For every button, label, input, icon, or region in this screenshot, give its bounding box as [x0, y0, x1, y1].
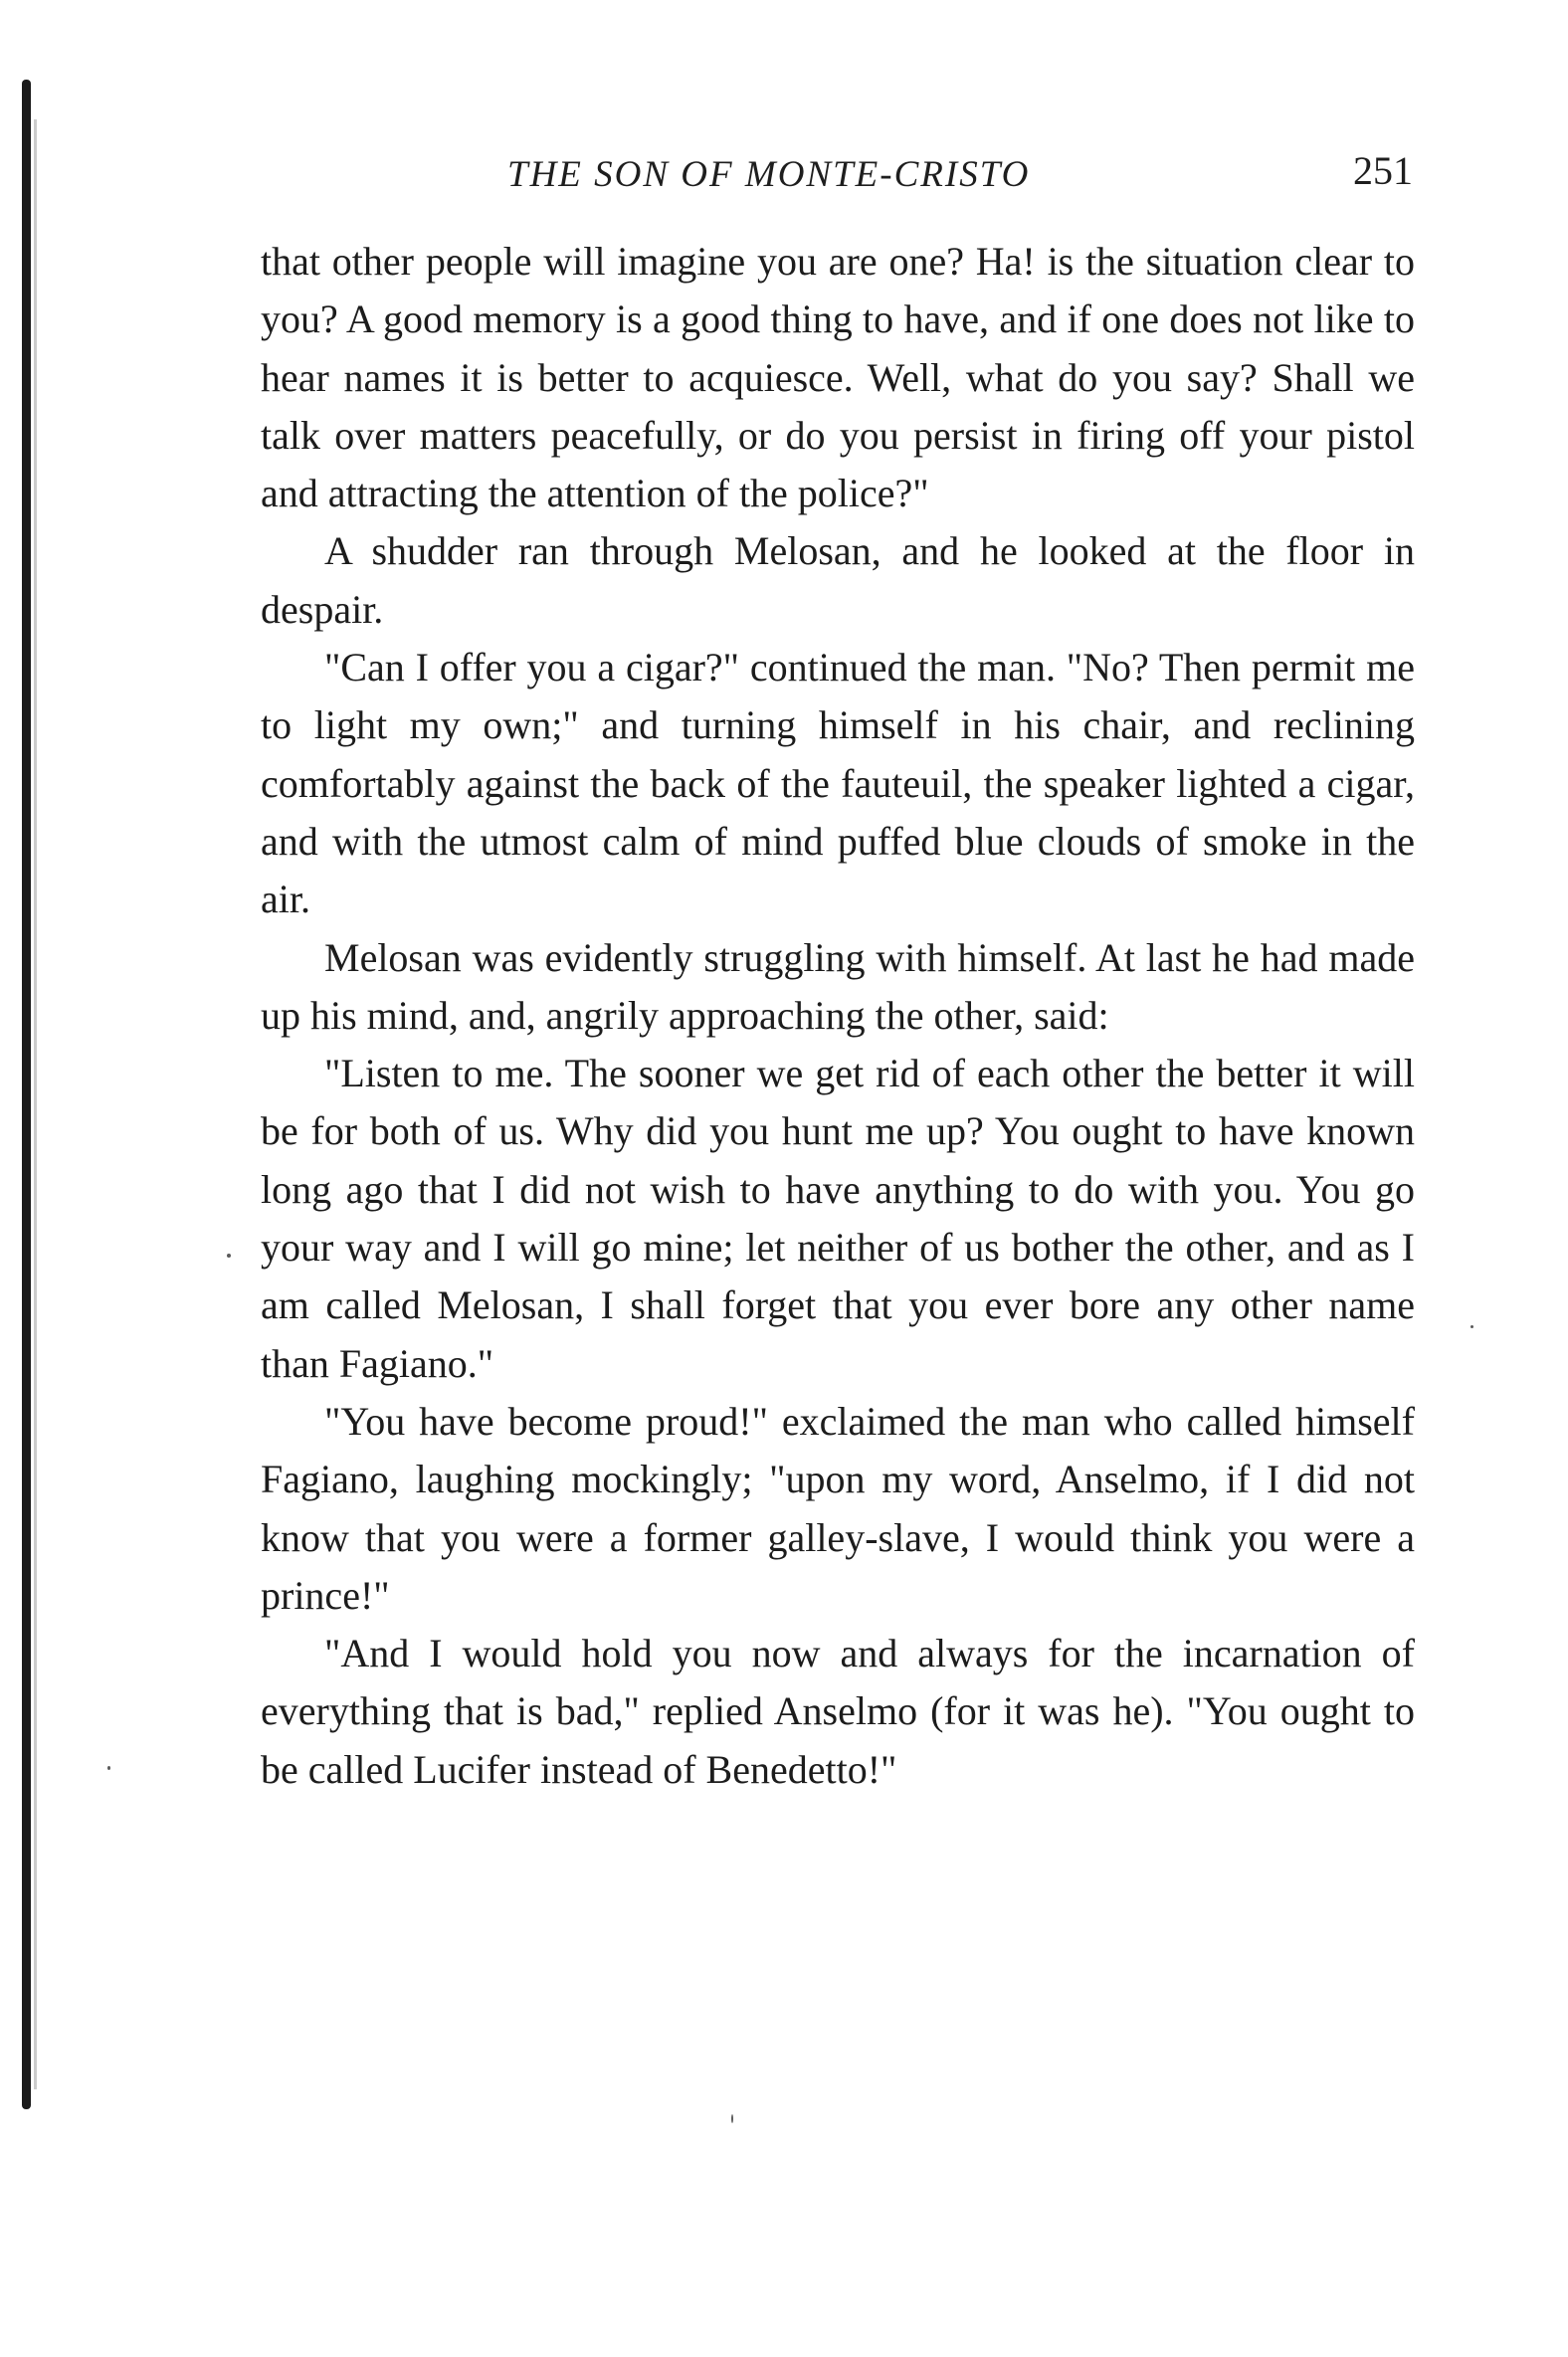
paragraph-5: "Listen to me. The sooner we get rid of each other the better it will be for both of us. Why did you hunt me up? You ought to have known long ago that I did not wish to have anything to do with you. You go your way and I will go mine; let neither of us bother the other, and as I am called Melosan, I shall forget that you ever bore any other name than Fagiano."	[261, 1051, 1415, 1386]
paragraph-2: A shudder ran through Melosan, and he looked at the floor in despair.	[261, 528, 1415, 632]
paragraph-7: "And I would hold you now and always for the incarnation of everything that is bad," replied Anselmo (for it was he). "You ought to be called Lucifer instead of Benedetto!"	[261, 1631, 1415, 1792]
paragraph-6: "You have become proud!" exclaimed the man who called himself Fagiano, laughing mockingly; "upon my word, Anselmo, if I did not know that you were a former galley-slave, I would think you were a prince!"	[261, 1398, 1415, 1618]
page-binding-shadow	[34, 119, 37, 2089]
page-number: 251	[1353, 148, 1413, 193]
body-text	[261, 233, 1415, 1799]
page-binding-edge	[22, 80, 31, 2109]
paragraph-3: "Can I offer you a cigar?" continued the man. "No? Then permit me to light my own;" and turning himself in his chair, and reclining comfortably against the back of the fauteuil, the speaker lighted a cigar, and with the utmost calm of mind puffed blue clouds of smoke in the air.	[261, 645, 1415, 922]
paper-speck	[1470, 1325, 1473, 1328]
running-head	[259, 147, 1413, 207]
paragraph-1: that other people will imagine you are one? Ha! is the situation clear to you? A good memory is a good thing to have, and if one does not like to hear names it is better to acquiesce. Well, what do you say? Shall we talk over matters peacefully, or do you persist in firing off your pistol and attracting the attention of the police?"	[261, 239, 1415, 516]
running-head-title: THE SON OF MONTE-CRISTO	[507, 154, 1031, 195]
paper-speck	[227, 1254, 231, 1258]
paper-speck	[731, 2114, 733, 2123]
paper-speck	[107, 1766, 110, 1770]
paragraph-4: Melosan was evidently struggling with himself. At last he had made up his mind, and, angrily approaching the other, said:	[261, 934, 1415, 1038]
